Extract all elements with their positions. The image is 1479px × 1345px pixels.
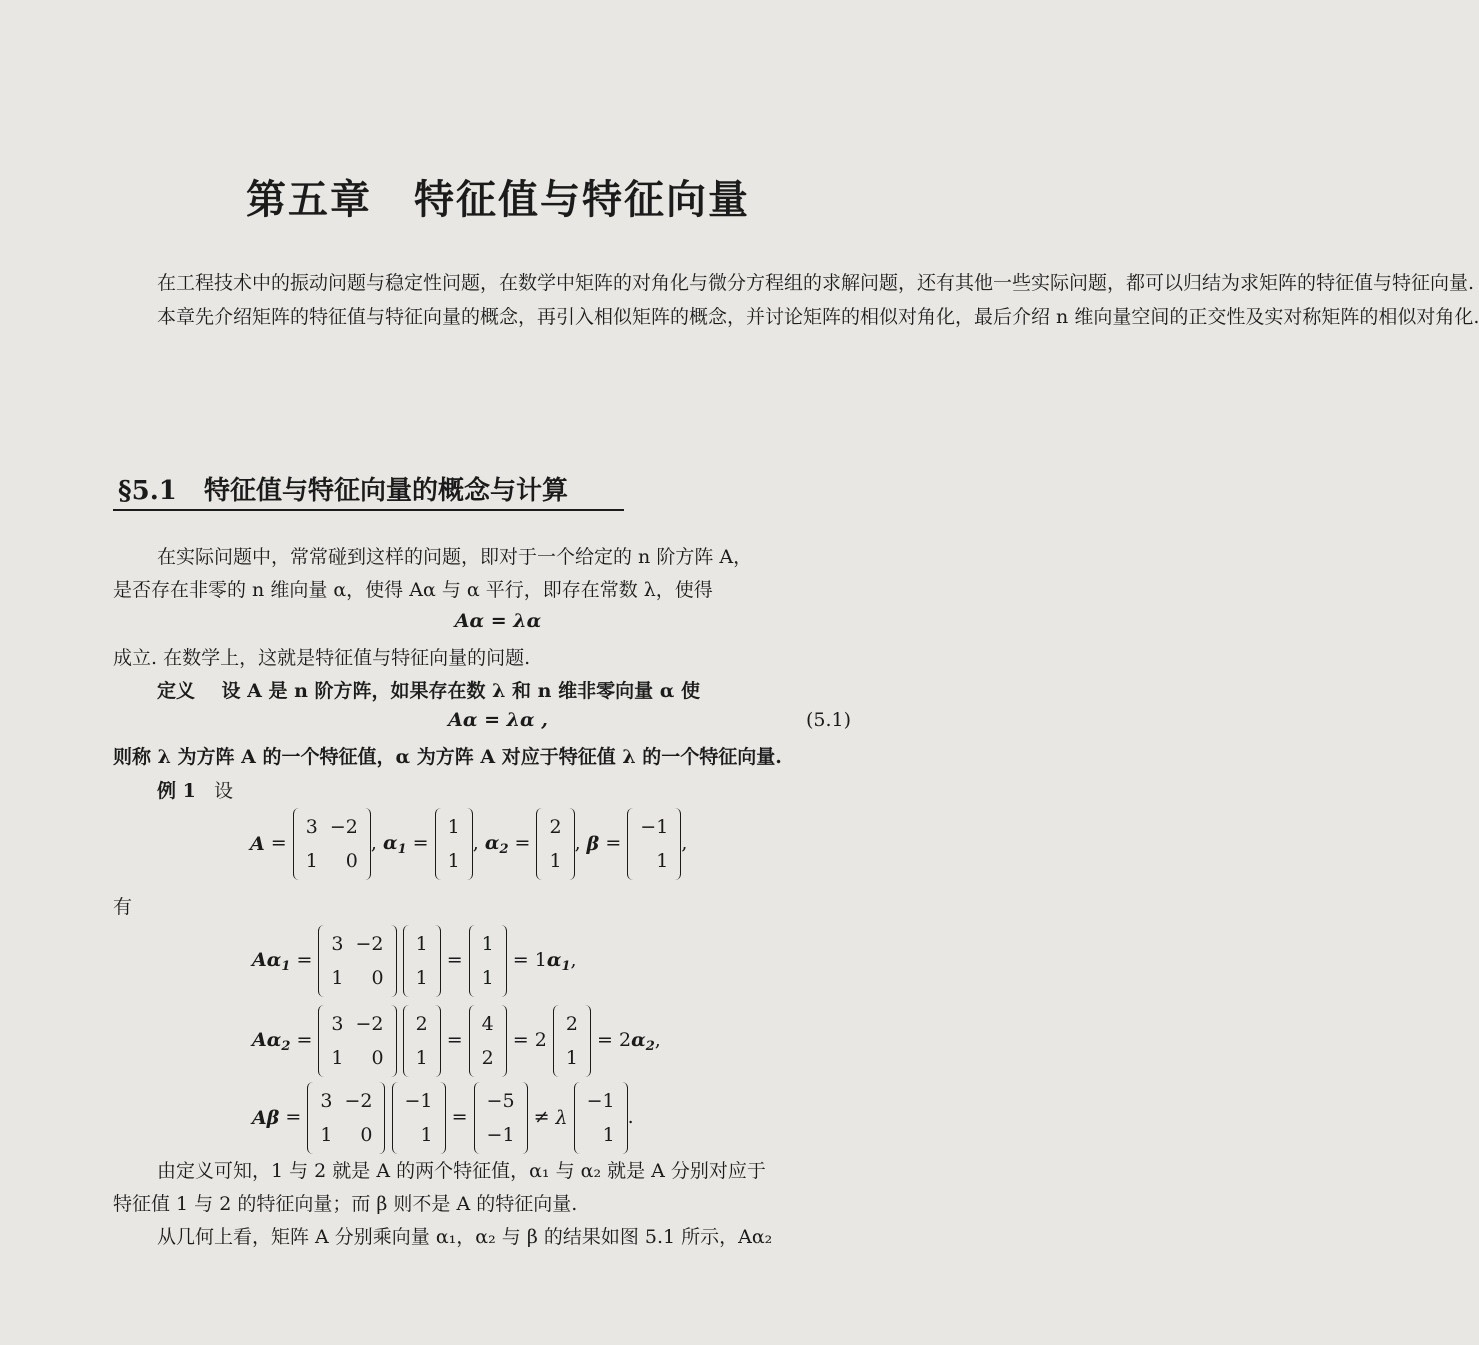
- section-underline: [113, 509, 624, 511]
- example-matrices: A = 3 −2 1 0 , $\alpha_1$ = 1 1 , $\alpha_2$ = 2 1 , β = −1 1 ,: [250, 808, 687, 880]
- product-alpha1: $A\alpha_1$ = 3 −2 1 0 1 1 = 1 1 = $1\alpha_1$,: [252, 925, 577, 997]
- example-text: 设: [213, 780, 233, 802]
- after-line-1: 由定义可知，1 与 2 就是 A 的两个特征值，α₁ 与 α₂ 就是 A 分别对应于: [157, 1160, 766, 1182]
- vector-beta: −1 1: [627, 808, 681, 880]
- intro-paragraph-1: 在工程技术中的振动问题与稳定性问题，在数学中矩阵的对角化与微分方程组的求解问题，还有其他一些实际问题，都可以归结为求矩阵的特征值与特征向量.: [157, 272, 1475, 294]
- after-line-2: 特征值 1 与 2 的特征向量；而 β 则不是 A 的特征向量.: [113, 1193, 578, 1215]
- product-beta: Aβ = 3 −2 1 0 −1 1 = −5 −1 ≠ λ −1 1 .: [252, 1082, 634, 1154]
- vector-alpha1: 1 1: [435, 808, 473, 880]
- body-line-2: 是否存在非零的 n 维向量 α，使得 Aα 与 α 平行，即存在常数 λ，使得: [113, 579, 713, 601]
- product-alpha2: $A\alpha_2$ = 3 −2 1 0 2 1 = 4 2 = 2 2 1 = $2\alpha_2$,: [252, 1005, 661, 1077]
- intro-section: [113, 266, 1479, 334]
- body-line-3: 成立. 在数学上，这就是特征值与特征向量的问题.: [113, 647, 531, 669]
- example-label: 例 1: [157, 780, 196, 802]
- vector-alpha2: 2 1: [536, 808, 574, 880]
- equation-number: (5.1): [806, 709, 852, 731]
- matrix-A: 3 −2 1 0: [293, 808, 371, 880]
- after-line-3: 从几何上看，矩阵 A 分别乘向量 α₁，α₂ 与 β 的结果如图 5.1 所示，Aα₂: [157, 1226, 773, 1248]
- example: [157, 776, 233, 803]
- definition-label: 定义: [157, 680, 196, 702]
- section-heading: [118, 470, 568, 507]
- section-title: 特征值与特征向量的概念与计算: [204, 476, 569, 506]
- equation-5-1: Aα = λα ,: [448, 709, 548, 731]
- definition-text: 设 A 是 n 阶方阵，如果存在数 λ 和 n 维非零向量 α 使: [221, 680, 700, 702]
- definition: [157, 676, 700, 703]
- chapter-title: 第五章 特征值与特征向量: [246, 176, 750, 223]
- intro-paragraph-2: 本章先介绍矩阵的特征值与特征向量的概念，再引入相似矩阵的概念，并讨论矩阵的相似对角化，最后介绍 n 维向量空间的正交性及实对称矩阵的相似对角化.: [157, 306, 1479, 328]
- body-line-1: 在实际问题中，常常碰到这样的问题，即对于一个给定的 n 阶方阵 A，: [157, 546, 753, 568]
- section-number: §5.1: [118, 476, 177, 506]
- definition-conclusion: 则称 λ 为方阵 A 的一个特征值，α 为方阵 A 对应于特征值 λ 的一个特征向量.: [113, 746, 782, 768]
- equation-0: Aα = λα: [454, 610, 542, 632]
- you-label: 有: [113, 896, 133, 918]
